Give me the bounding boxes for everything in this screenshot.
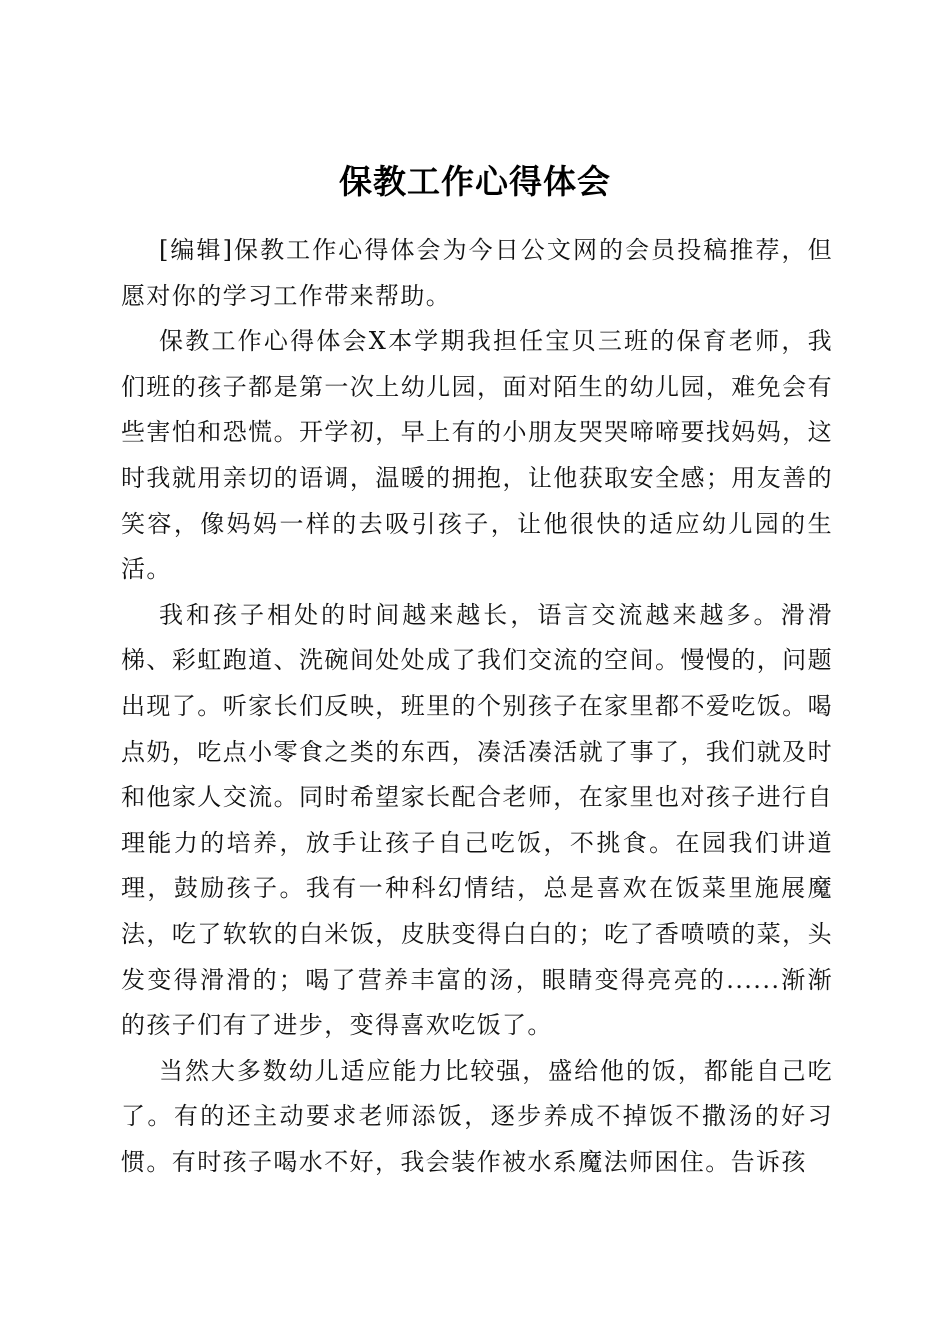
paragraph-mealtime-story: 我和孩子相处的时间越来越长，语言交流越来越多。滑滑梯、彩虹跑道、洗碗间处处成了我们交流的空间。慢慢的，问题出现了。听家长们反映，班里的个别孩子在家里都不爱吃饭。喝点奶，吃点小零食之类的东西，凑活凑活就了事了，我们就及时和他家人交流。同时希望家长配合老师，在家里也对孩子进行自理能力的培养，放手让孩子自己吃饭，不挑食。在园我们讲道理，鼓励孩子。我有一种科幻情结，总是喜欢在饭菜里施展魔法，吃了软软的白米饭，皮肤变得白白的；吃了香喷喷的菜，头发变得滑滑的；喝了营养丰富的汤，眼睛变得亮亮的......渐渐的孩子们有了进步，变得喜欢吃饭了。 — [121, 600, 833, 1040]
paragraph-introduction: 保教工作心得体会X本学期我担任宝贝三班的保育老师，我们班的孩子都是第一次上幼儿园，面对陌生的幼儿园，难免会有些害怕和恐慌。开学初，早上有的小朋友哭哭啼啼要找妈妈，这时我就用亲切的语调，温暖的拥抱，让他获取安全感；用友善的笑容，像妈妈一样的去吸引孩子，让他很快的适应幼儿园的生活。 — [121, 327, 833, 584]
paragraph-continuation: 当然大多数幼儿适应能力比较强，盛给他的饭，都能自己吃了。有的还主动要求老师添饭，逐步养成不掉饭不撒汤的好习惯。有时孩子喝水不好，我会装作被水系魔法师困住。告诉孩 — [121, 1056, 833, 1176]
document-body — [121, 228, 833, 1185]
paragraph-editor-note: [编辑]保教工作心得体会为今日公文网的会员投稿推荐，但愿对你的学习工作带来帮助。 — [121, 236, 833, 310]
document-title: 保教工作心得体会 — [339, 162, 611, 202]
